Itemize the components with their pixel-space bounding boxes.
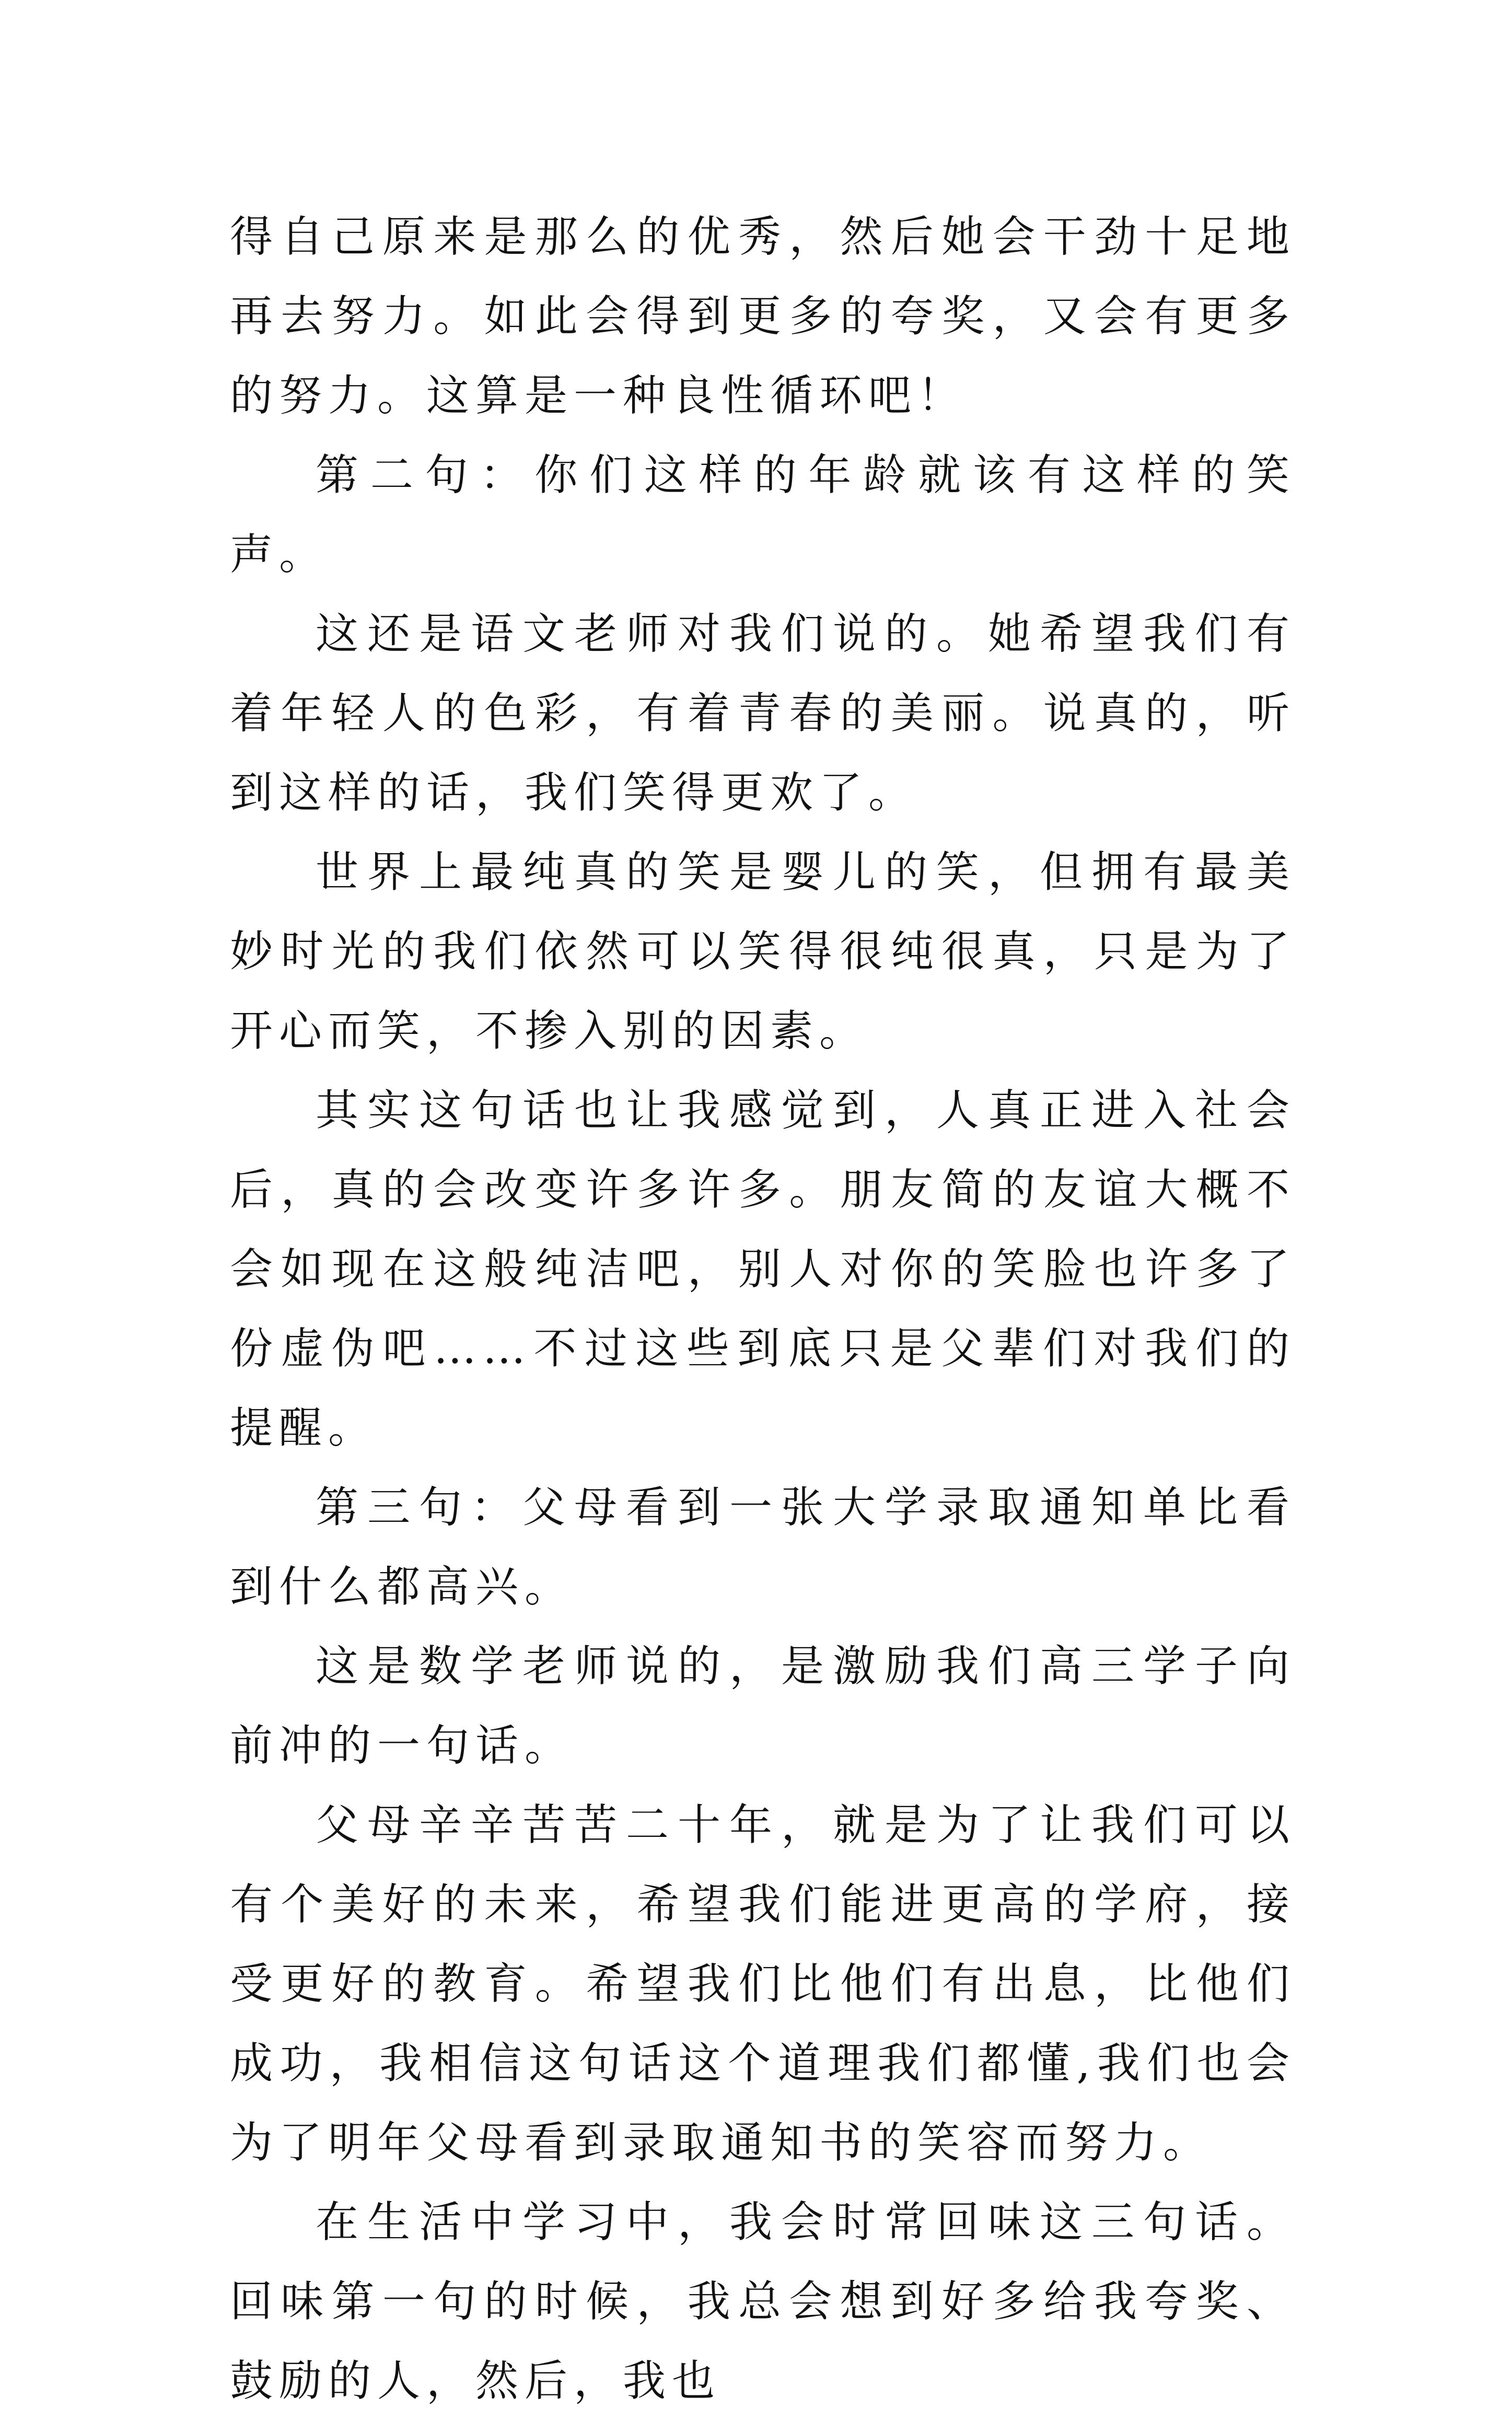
- paragraph: 其实这句话也让我感觉到，人真正进入社会后，真的会改变许多许多。朋友简的友谊大概不会如现在这般纯洁吧，别人对你的笑脸也许多了份虚伪吧……不过这些到底只是父辈们对我们的提醒。: [230, 1086, 1296, 1453]
- paragraph: 世界上最纯真的笑是婴儿的笑，但拥有最美妙时光的我们依然可以笑得很纯很真，只是为了开心而笑，不掺入别的因素。: [230, 847, 1296, 1056]
- paragraph: 这是数学老师说的，是激励我们高三学子向前冲的一句话。: [230, 1642, 1296, 1771]
- paragraph-third-saying: 第三句：父母看到一张大学录取通知单比看到什么都高兴。: [230, 1483, 1296, 1612]
- paragraph-second-saying: 第二句：你们这样的年龄就该有这样的笑声。: [230, 450, 1296, 579]
- document-body: [230, 197, 1296, 2421]
- paragraph-continuation: 得自己原来是那么的优秀，然后她会干劲十足地再去努力。如此会得到更多的夸奖，又会有更多的努力。这算是一种良性循环吧！: [230, 212, 1296, 421]
- paragraph: 这还是语文老师对我们说的。她希望我们有着年轻人的色彩，有着青春的美丽。说真的，听到这样的话，我们笑得更欢了。: [230, 609, 1296, 818]
- paragraph-final: 在生活中学习中，我会时常回味这三句话。回味第一句的时候，我总会想到好多给我夸奖、鼓励的人，然后，我也: [230, 2197, 1296, 2406]
- paragraph: 父母辛辛苦苦二十年，就是为了让我们可以有个美好的未来，希望我们能进更高的学府，接受更好的教育。希望我们比他们有出息，比他们成功，我相信这句话这个道理我们都懂,我们也会为了明年父母看到录取通知书的笑容而努力。: [230, 1800, 1296, 2168]
